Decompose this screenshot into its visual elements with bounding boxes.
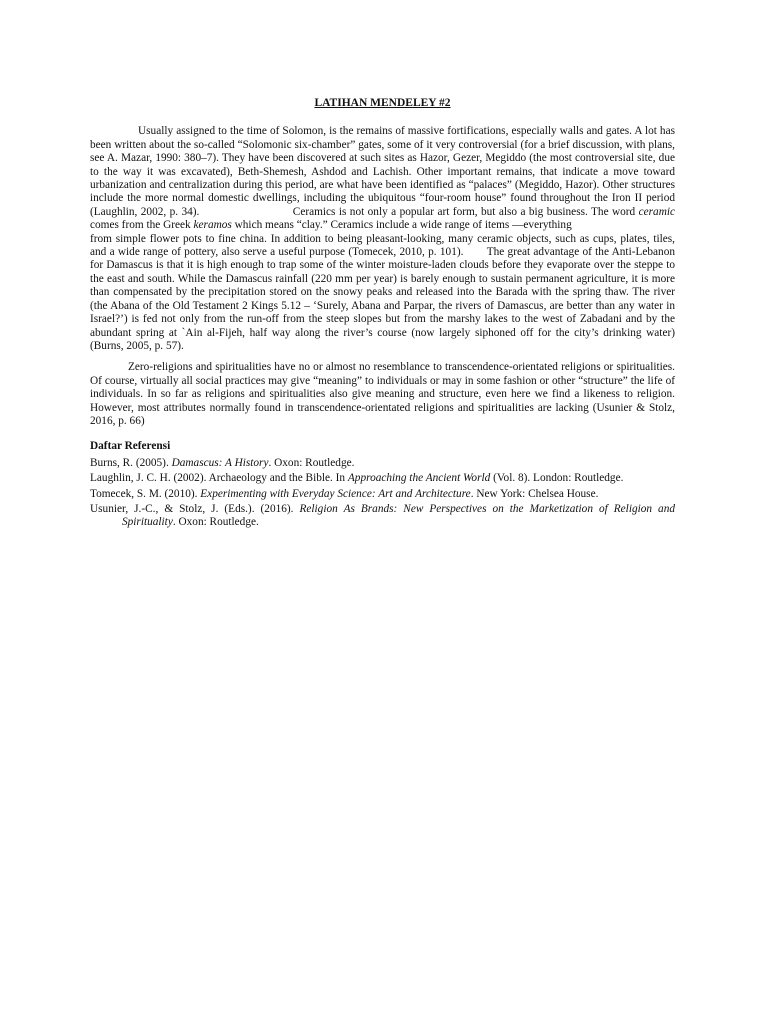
body-paragraph-2 xyxy=(90,361,675,428)
paragraph-1-text-c: comes from the Greek xyxy=(90,219,194,232)
paragraph-1-text-b: Ceramics is not only a popular art form, but also a big business. The word xyxy=(292,205,639,218)
body-paragraph-1 xyxy=(90,125,675,353)
document-page xyxy=(90,97,675,532)
paragraph-1-text-a: Usually assigned to the time of Solomon, is the remains of massive fortifications, especially walls and gates. A lot has been written about the so-called “Solomonic six-chamber” gates, some of it very controversial (for a brief discussion, with plans, see A. Mazar, 1990: 380–7). They have been discovered at such sites as Hazor, Gezer, Megiddo (the most controversial site, due to the way it was excavated), Beth-Shemesh, Ashdod and Lachish. Other important remains, that indicate a move toward urbanization and centralization during this period, are what have been identified as “palaces” (Megiddo, Hazor). Other structures include the more normal domestic dwellings, including the ubiquitous “four-room house” found throughout the Iron II period (Laughlin, 2002, p. 34). xyxy=(90,125,675,218)
paragraph-1-text-f: The great advantage of the Anti-Lebanon for Damascus is that it is high enough to trap some of the winter moisture-laden clouds before they evaporate over the steppe to the east and south. While the Damascus rainfall (220 mm per year) is barely enough to sustain permanent agriculture, it is more than compensated by the precipitation stored on the snowy peaks and released into the Barada with the spring thaw. The river (the Abana of the Old Testament 2 Kings 5.12 – ‘Surely, Abana and Parpar, the rivers of Damascus, are better than any water in Israel?’) is fed not only from the run-off from the steep slopes but from the marshy lakes to the west of Zabadani and by the abundant spring at `Ain al-Fijeh, half way along the river’s course (now largely siphoned off for the city’s drinking water) (Burns, 2005, p. 57). xyxy=(90,246,675,352)
reference-entry-tomecek: Tomecek, S. M. (2010). Experimenting with Everyday Science: Art and Architecture. New York: Chelsea House. xyxy=(90,487,599,500)
reference-entry-burns: Burns, R. (2005). Damascus: A History. Oxon: Routledge. xyxy=(90,456,355,469)
document-title: LATIHAN MENDELEY #2 xyxy=(314,97,451,109)
paragraph-1-text-e: from simple flower pots to fine china. In addition to being pleasant-looking, many ceramic objects, such as cups, plates, tiles, and a wide range of pottery, also serve a useful purpose (Tomecek, 2010, p. 101). xyxy=(90,232,675,259)
paragraph-1-text-d: which means “clay.” Ceramics include a wide range of items —everything xyxy=(231,219,572,232)
reference-entry-laughlin: Laughlin, J. C. H. (2002). Archaeology and the Bible. In Approaching the Ancient World (Vol. 8). London: Routledge. xyxy=(90,472,624,485)
paragraph-1-italic-keramos: keramos xyxy=(193,219,232,232)
paragraph-1-italic-ceramic: ceramic xyxy=(638,205,676,218)
paragraph-2-text: Zero-religions and spiritualities have no or almost no resemblance to transcendence-orientated religions or spiritualities. Of course, virtually all social practices may give “meaning” to individuals or may in some fashion or other “structure” the life of individuals. In so far as religions and spiritualities also give meaning and structure, even here we find a likeness to religion. However, most attributes normally found in transcendence-orientated religions and spiritualities are lacking (Usunier & Stolz, 2016, p. 66) xyxy=(90,361,675,427)
references-heading: Daftar Referensi xyxy=(90,440,171,453)
reference-entry-usunier: Usunier, J.-C., & Stolz, J. (Eds.). (2016). Religion As Brands: New Perspectives on the Marketization of Religion and Spirituality. Oxon: Routledge. xyxy=(90,502,675,529)
